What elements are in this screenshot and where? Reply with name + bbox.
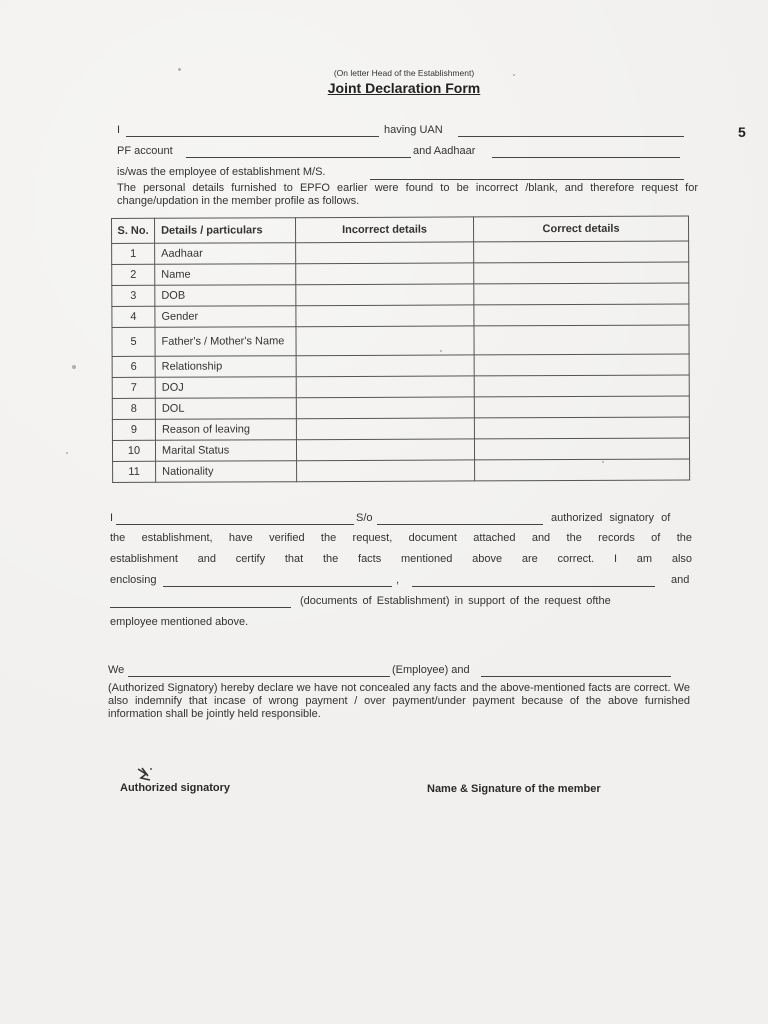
signatory-field[interactable] bbox=[481, 676, 671, 677]
row-particular: DOB bbox=[155, 285, 296, 307]
row-sno: 9 bbox=[112, 419, 155, 440]
incorrect-cell[interactable] bbox=[296, 418, 474, 440]
row-particular: Nationality bbox=[156, 461, 297, 483]
we-label: We bbox=[108, 664, 125, 676]
cert-i: I bbox=[110, 512, 114, 524]
form-title: Joint Declaration Form bbox=[327, 80, 481, 96]
incorrect-cell[interactable] bbox=[296, 397, 474, 419]
row-sno: 3 bbox=[112, 285, 155, 306]
signatory-name-field[interactable] bbox=[116, 524, 354, 525]
member-signature-label: Name & Signature of the member bbox=[427, 783, 601, 795]
cert-line-2: the establishment, have verified the request, document attached and the records of the bbox=[110, 532, 692, 544]
row-particular: Reason of leaving bbox=[155, 419, 296, 441]
authorized-signatory-label: Authorized signatory bbox=[120, 782, 231, 794]
table-row bbox=[112, 438, 689, 462]
comma: , bbox=[396, 574, 400, 586]
row-sno: 4 bbox=[112, 306, 155, 327]
uan-field[interactable] bbox=[458, 136, 684, 137]
table-row bbox=[112, 283, 689, 307]
correct-cell[interactable] bbox=[474, 262, 689, 284]
row-sno: 8 bbox=[112, 398, 155, 419]
incorrect-cell[interactable] bbox=[296, 284, 474, 306]
scan-speck bbox=[72, 365, 76, 369]
employee-name-field[interactable] bbox=[128, 676, 390, 677]
row-sno: 6 bbox=[112, 356, 155, 377]
table-row bbox=[112, 396, 689, 420]
and-label: and bbox=[671, 574, 690, 586]
header-sno: S. No. bbox=[112, 218, 155, 243]
name-field[interactable] bbox=[126, 136, 379, 137]
margin-mark: 5 bbox=[738, 124, 746, 140]
header-particulars: Details / particulars bbox=[155, 218, 296, 244]
row-sno: 10 bbox=[112, 440, 155, 461]
header-correct: Correct details bbox=[473, 216, 688, 242]
father-name-field[interactable] bbox=[377, 524, 543, 525]
row-particular: DOJ bbox=[155, 377, 296, 399]
table-row bbox=[113, 459, 690, 483]
incorrect-cell[interactable] bbox=[296, 305, 474, 327]
authorized-signatory-of-label: authorized signatory of bbox=[551, 512, 671, 524]
header-incorrect: Incorrect details bbox=[296, 217, 474, 243]
intro-i: I bbox=[117, 124, 121, 136]
table-row bbox=[112, 304, 689, 328]
having-uan-label: having UAN bbox=[384, 124, 443, 136]
cert-line-3: establishment and certify that the facts mentioned above are correct. I am also bbox=[110, 553, 692, 565]
row-particular: Aadhaar bbox=[155, 243, 296, 265]
row-sno: 7 bbox=[112, 377, 155, 398]
pf-account-label: PF account bbox=[117, 145, 173, 157]
row-particular: DOL bbox=[155, 398, 296, 420]
correct-cell[interactable] bbox=[474, 417, 689, 439]
aadhaar-label: and Aadhaar bbox=[413, 145, 476, 157]
enclosing-label: enclosing bbox=[110, 574, 157, 586]
joint-declaration-body: (Authorized Signatory) hereby declare we have not concealed any facts and the above-mentioned facts are correct. We also indemnify that incase of wrong payment / over payment/under payment because of the above furnished information shall be jointly held responsible. bbox=[108, 682, 690, 720]
incorrect-cell[interactable] bbox=[296, 355, 474, 377]
correct-cell[interactable] bbox=[474, 438, 689, 460]
row-particular: Father's / Mother's Name bbox=[155, 327, 296, 357]
so-label: S/o bbox=[356, 512, 373, 524]
employee-and-label: (Employee) and bbox=[392, 664, 470, 676]
incorrect-cell[interactable] bbox=[296, 326, 474, 356]
pf-account-field[interactable] bbox=[186, 157, 411, 158]
table-row bbox=[112, 354, 689, 378]
row-sno: 11 bbox=[113, 461, 156, 482]
incorrect-cell[interactable] bbox=[296, 263, 474, 285]
establishment-field[interactable] bbox=[370, 179, 684, 180]
row-sno: 5 bbox=[112, 327, 155, 356]
aadhaar-field[interactable] bbox=[492, 157, 680, 158]
enclosure-2-field[interactable] bbox=[412, 586, 655, 587]
row-sno: 1 bbox=[112, 243, 155, 264]
row-sno: 2 bbox=[112, 264, 155, 285]
enclosure-3-field[interactable] bbox=[110, 607, 291, 608]
correct-cell[interactable] bbox=[474, 325, 689, 355]
incorrect-cell[interactable] bbox=[296, 376, 474, 398]
scan-speck bbox=[66, 452, 68, 454]
letterhead-note: (On letter Head of the Establishment) bbox=[333, 68, 475, 78]
row-particular: Gender bbox=[155, 306, 296, 328]
row-particular: Relationship bbox=[155, 356, 296, 378]
row-particular: Marital Status bbox=[155, 440, 296, 462]
correct-cell[interactable] bbox=[474, 396, 689, 418]
correct-cell[interactable] bbox=[474, 354, 689, 376]
correct-cell[interactable] bbox=[474, 375, 689, 397]
incorrect-cell[interactable] bbox=[296, 242, 474, 264]
table-row bbox=[112, 262, 689, 286]
row-particular: Name bbox=[155, 264, 296, 286]
table-header-row bbox=[112, 216, 689, 244]
correct-cell[interactable] bbox=[474, 283, 689, 305]
correct-cell[interactable] bbox=[475, 459, 690, 481]
correct-cell[interactable] bbox=[474, 304, 689, 326]
incorrect-cell[interactable] bbox=[297, 460, 475, 482]
enclosure-1-field[interactable] bbox=[163, 586, 392, 587]
documents-label: (documents of Establishment) in support of the request ofthe bbox=[300, 595, 611, 607]
incorrect-cell[interactable] bbox=[296, 439, 474, 461]
details-table bbox=[111, 215, 690, 483]
ink-mark-icon bbox=[136, 766, 154, 782]
table-row bbox=[112, 325, 689, 357]
employee-of-label: is/was the employee of establishment M/S. bbox=[117, 166, 326, 178]
cert-line-6: employee mentioned above. bbox=[110, 616, 249, 628]
intro-statement: The personal details furnished to EPFO earlier were found to be incorrect /blank, and therefore request for change/updation in the member profile as follows. bbox=[117, 182, 698, 207]
table-row bbox=[112, 417, 689, 441]
table-row bbox=[112, 375, 689, 399]
correct-cell[interactable] bbox=[474, 241, 689, 263]
table-row bbox=[112, 241, 689, 265]
